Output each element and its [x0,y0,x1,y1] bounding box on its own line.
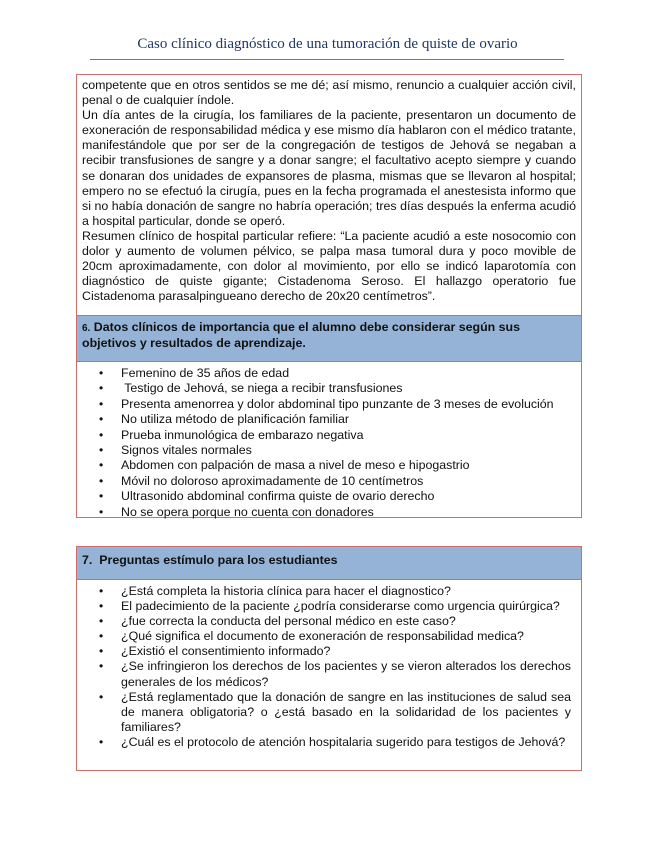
bullet-icon: • [99,412,104,427]
list-item-text: ¿fue correcta la conducta del personal médico en este caso? [121,614,456,629]
section-6-title: Datos clínicos de importancia que el alumno debe considerar según sus objetivos y resultados de aprendizaje. [82,320,521,350]
bullet-icon: • [99,659,104,674]
bullet-icon: • [99,614,104,629]
list-item-text: No se opera porque no cuenta con donadores [121,504,374,519]
narrative-paragraph: Un día antes de la cirugía, los familiares de la paciente, presentaron un documento de exoneración de responsabilidad médica y ese mismo día hablaron con el médico tratante, manifestándole que por ser de la congregación de testigos de Jehová se negaban a recibir transfusiones de sangre y a donar sangre; el facultativo acepto siempre y cuando se donaran dos unidades de expansores de plasma, mismas que se llevaron al hospital; empero no se efectuó la cirugía, pues en la fecha programada el anestesista informo que si no había donación de sangre no habría operación; tres días después la enferma acudió a hospital particular, donde se operó. [82,108,576,228]
list-item [77,735,581,750]
list-item [77,412,581,427]
list-item-text: Prueba inmunológica de embarazo negativa [121,427,364,442]
section-7-number: 7. [82,553,93,567]
list-item [77,629,581,644]
bullet-icon: • [99,629,104,644]
list-item-text: El padecimiento de la paciente ¿podría considerarse como urgencia quirúrgica? [121,599,560,614]
bullet-icon: • [99,644,104,659]
list-item [77,505,581,520]
case-narrative-box [76,74,582,316]
list-item [77,659,581,689]
list-item [77,584,581,599]
list-item-text: ¿Qué significa el documento de exoneración de responsabilidad medica? [121,629,524,644]
list-item [77,458,581,473]
list-item [77,443,581,458]
list-item-text: ¿Se infringieron los derechos de los pacientes y se vieron alterados los derechos generales de los médicos? [121,659,571,689]
bullet-icon: • [99,599,104,614]
list-item [77,428,581,443]
bullet-icon: • [99,489,104,504]
list-item-text: ¿Cuál es el protocolo de atención hospitalaria sugerido para testigos de Jehová? [121,734,566,749]
header-divider [90,59,564,60]
bullet-icon: • [99,689,104,704]
list-item [77,599,581,614]
list-item [77,614,581,629]
section-6-number: 6. [82,323,91,334]
page-header-title: Caso clínico diagnóstico de una tumoración de quiste de ovario [137,36,518,52]
bullet-icon: • [99,366,104,380]
narrative-paragraph: Resumen clínico de hospital particular refiere: “La paciente acudió a este nosocomio con dolor y aumento de volumen pélvico, se palpa masa tumoral dura y poco movible de 20cm aproximadamente, con dolor al movimiento, por ello se indicó laparotomía con diagnóstico de quiste gigante; Cistadenoma Seroso. El hallazgo operatorio fue Cistadenoma parasalpingueano derecho de 20x20 centímetros”. [82,228,576,304]
section-7-box [76,546,582,771]
list-item [77,489,581,504]
list-item [77,397,581,412]
bullet-icon: • [99,473,104,488]
list-item-text: Testigo de Jehová, se niega a recibir transfusiones [121,381,403,396]
section-7-title: Preguntas estímulo para los estudiantes [99,553,338,567]
list-item [77,644,581,659]
section-6-heading [77,316,581,362]
list-item-text: Móvil no doloroso aproximadamente de 10 centímetros [121,473,424,488]
clinical-data-list [77,362,581,520]
list-item-text: Presenta amenorrea y dolor abdominal tipo punzante de 3 meses de evolución [121,396,554,411]
bullet-icon: • [99,427,104,442]
list-item [77,474,581,489]
stimulus-questions-list [77,580,581,750]
bullet-icon: • [99,396,104,411]
bullet-icon: • [99,443,104,458]
bullet-icon: • [99,584,104,598]
section-7-heading [77,547,581,580]
section-6-box [76,315,582,518]
list-item [77,366,581,381]
bullet-icon: • [99,734,104,749]
list-item-text: Abdomen con palpación de masa a nivel de meso e hipogastrio [121,458,470,473]
list-item-text: Ultrasonido abdominal confirma quiste de ovario derecho [121,489,435,504]
list-item [77,690,581,735]
list-item-text: ¿Está completa la historia clínica para hacer el diagnostico? [121,584,451,598]
list-item-text: ¿Existió el consentimiento informado? [121,644,331,659]
narrative-paragraph: competente que en otros sentidos se me dé; así mismo, renuncio a cualquier acción civil, penal o de cualquier índole. [82,78,576,108]
list-item-text: No utiliza método de planificación familiar [121,412,349,427]
list-item-text: Signos vitales normales [121,443,252,458]
list-item-text: Femenino de 35 años de edad [121,366,290,380]
bullet-icon: • [99,504,104,519]
bullet-icon: • [99,381,104,396]
bullet-icon: • [99,458,104,473]
list-item [77,381,581,396]
list-item-text: ¿Está reglamentado que la donación de sangre en las instituciones de salud sea de manera obligatoria? o ¿está basado en la solidaridad de los pacientes y familiares? [121,689,571,734]
